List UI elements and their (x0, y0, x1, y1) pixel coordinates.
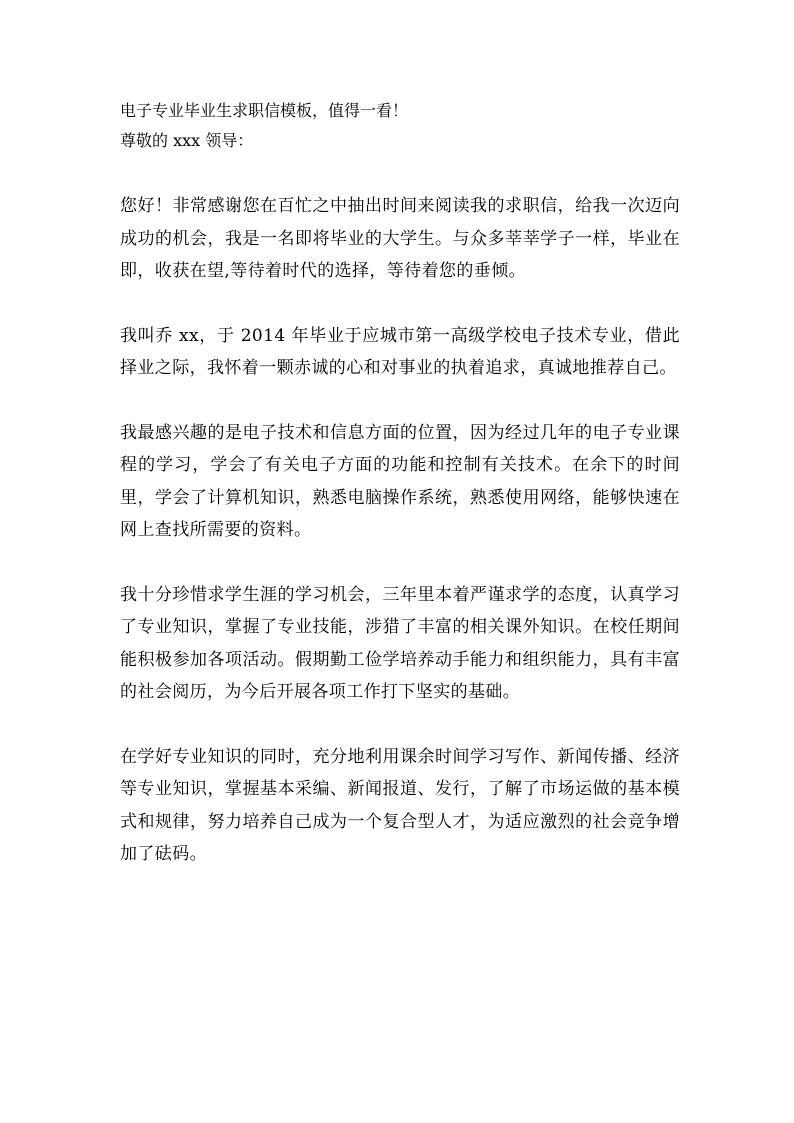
paragraph-extra-skills: 在学好专业知识的同时，充分地利用课余时间学习写作、新闻传播、经济等专业知识，掌握基本采编、新闻报道、发行，了解了市场运做的基本模式和规律，努力培养自己成为一个复合型人才，为适应激烈的社会竞争增加了砝码。 (120, 746, 680, 864)
salutation: 尊敬的 xxx 领导： (120, 131, 254, 150)
spacer (120, 156, 680, 190)
paragraph-study-experience: 我十分珍惜求学生涯的学习机会，三年里本着严谨求学的态度，认真学习了专业知识，掌握了专业技能，涉猎了丰富的相关课外知识。在校任期间能积极参加各项活动。假期勤工俭学培养动手能力和组织能力，具有丰富的社会阅历，为今后开展各项工作打下坚实的基础。 (120, 584, 680, 702)
letter-page (120, 96, 680, 903)
paragraph-interests: 我最感兴趣的是电子技术和信息方面的位置，因为经过几年的电子专业课程的学习，学会了有关电子方面的功能和控制有关技术。在余下的时间里，学会了计算机知识，熟悉电脑操作系统，熟悉使用网络，能够快速在网上查找所需要的资料。 (120, 422, 680, 540)
paragraph-introduction: 我叫乔 xx，于 2014 年毕业于应城市第一高级学校电子技术专业，借此择业之际，我怀着一颗赤诚的心和对事业的执着追求，真诚地推荐自己。 (120, 325, 680, 378)
document-title: 电子专业毕业生求职信模板，值得一看！ (120, 101, 409, 120)
paragraph-greeting: 您好！非常感谢您在百忙之中抽出时间来阅读我的求职信，给我一次迈向成功的机会，我是一名即将毕业的大学生。与众多莘莘学子一样，毕业在即，收获在望,等待着时代的选择，等待着您的垂倾。 (120, 196, 680, 281)
